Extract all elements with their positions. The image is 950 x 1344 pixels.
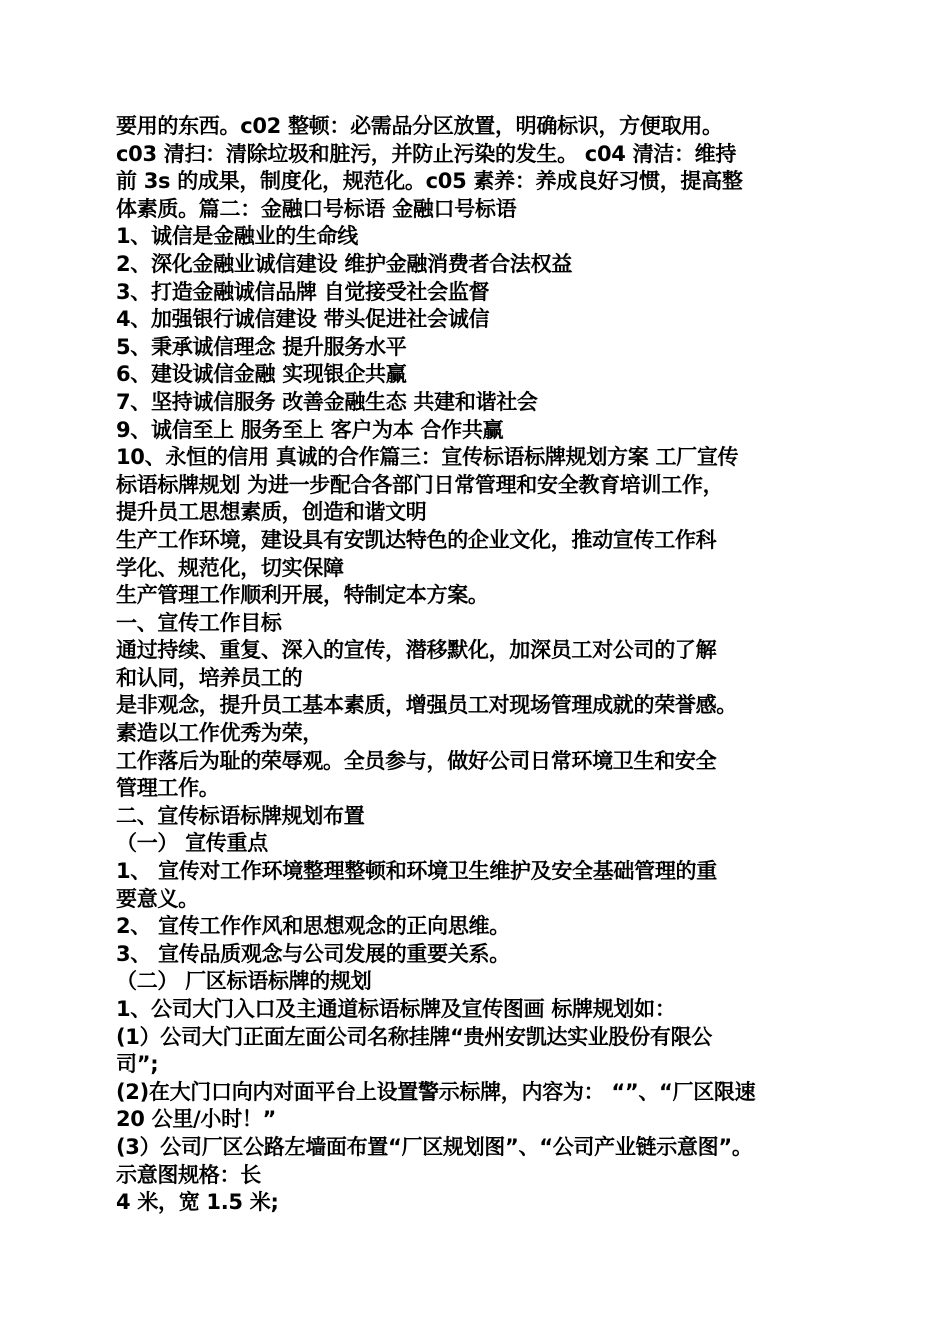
list-item: 5、秉承诚信理念 提升服务水平 (116, 334, 407, 359)
list-item: 3、 宣传品质观念与公司发展的重要关系。 (116, 941, 510, 966)
text-line: 生产工作环境，建设具有安凯达特色的企业文化，推动宣传工作科 (116, 527, 717, 552)
text-line: 工作落后为耻的荣辱观。全员参与，做好公司日常环境卫生和安全 (116, 748, 717, 773)
text-line: 司”; (116, 1052, 159, 1077)
text-line: 学化、规范化，切实保障 (116, 555, 344, 580)
text-line: 素造以工作优秀为荣， (116, 721, 323, 746)
subsection-heading: （二） 厂区标语标牌的规划 (116, 969, 372, 994)
text-line: 生产管理工作顺利开展，特制定本方案。 (116, 583, 489, 608)
list-item: 1、 宣传对工作环境整理整顿和环境卫生维护及安全基础管理的重 (116, 859, 717, 884)
list-item: 2、 宣传工作作风和思想观念的正向思维。 (116, 914, 510, 939)
list-item: (3）公司厂区公路左墙面布置“厂区规划图”、“公司产业链示意图”。 (116, 1134, 753, 1159)
text-line: 管理工作。 (116, 776, 220, 801)
text-line: 和认同，培养员工的 (116, 665, 303, 690)
text-line: 前 3s 的成果，制度化，规范化。c05 素养：养成良好习惯，提高整 (116, 169, 743, 194)
text-line: 通过持续、重复、深入的宣传，潜移默化，加深员工对公司的了解 (116, 638, 717, 663)
section-heading: 一、宣传工作目标 (116, 610, 282, 635)
list-item: 1、公司大门入口及主通道标语标牌及宣传图画 标牌规划如： (116, 997, 676, 1021)
list-item: 3、打造金融诚信品牌 自觉接受社会监督 (116, 279, 490, 304)
section-heading: 二、宣传标语标牌规划布置 (116, 803, 365, 828)
text-line: 20 公里/小时！” (116, 1107, 277, 1132)
subsection-heading: （一） 宣传重点 (116, 831, 268, 856)
list-item: (2)在大门口向内对面平台上设置警示标牌，内容为： “”、“厂区限速 (116, 1079, 756, 1104)
text-line: 是非观念，提升员工基本素质，增强员工对现场管理成就的荣誉感。 (116, 693, 737, 718)
list-item: 4、加强银行诚信建设 带头促进社会诚信 (116, 307, 490, 332)
list-item: 9、诚信至上 服务至上 客户为本 合作共赢 (116, 417, 504, 442)
list-item: 10、永恒的信用 真诚的合作篇三：宣传标语标牌规划方案 工厂宣传 (116, 445, 739, 470)
text-line: 提升员工思想素质，创造和谐文明 (116, 500, 427, 525)
document-body (116, 113, 836, 1217)
text-line: 标语标牌规划 为进一步配合各部门日常管理和安全教育培训工作， (116, 472, 724, 497)
text-line: 示意图规格：长 (116, 1162, 261, 1187)
list-item: 7、坚持诚信服务 改善金融生态 共建和谐社会 (116, 389, 538, 414)
list-item: 6、建设诚信金融 实现银企共赢 (116, 362, 407, 387)
text-line: c03 清扫：清除垃圾和脏污，并防止污染的发生。 c04 清洁：维持 (116, 141, 737, 166)
list-item: 1、诚信是金融业的生命线 (116, 224, 359, 249)
list-item: (1）公司大门正面左面公司名称挂牌“贵州安凯达实业股份有限公 (116, 1024, 713, 1049)
list-item: 2、深化金融业诚信建设 维护金融消费者合法权益 (116, 251, 573, 276)
text-line: 4 米，宽 1.5 米; (116, 1190, 279, 1215)
text-line: 要意义。 (116, 886, 199, 911)
text-line: 体素质。篇二：金融口号标语 金融口号标语 (116, 196, 517, 221)
text-line: 要用的东西。c02 整顿：必需品分区放置，明确标识，方便取用。 (116, 114, 723, 138)
